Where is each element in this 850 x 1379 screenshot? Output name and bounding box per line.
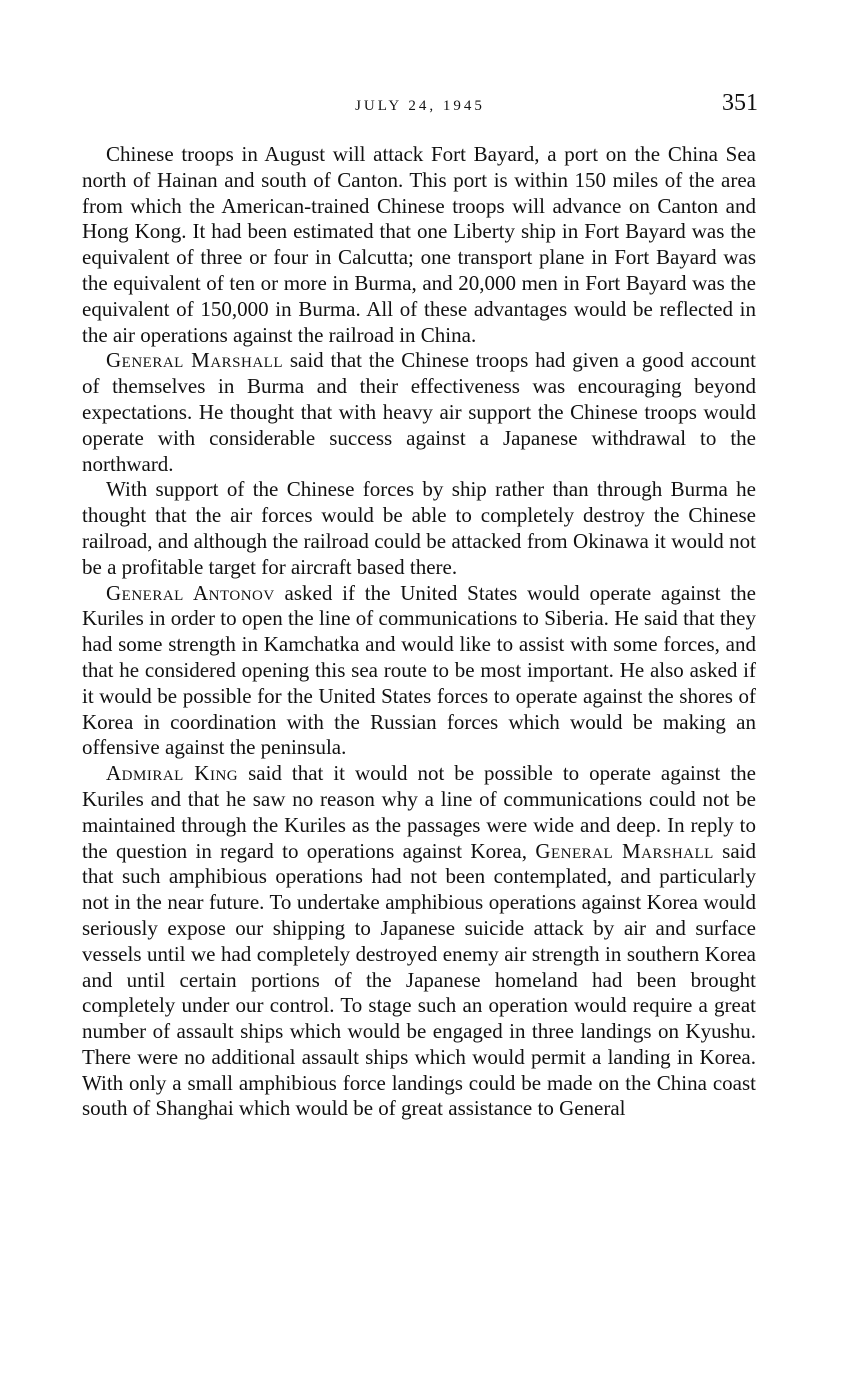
running-header xyxy=(82,90,758,124)
running-title: JULY 24, 1945 xyxy=(355,98,485,114)
page-number: 351 xyxy=(722,90,758,116)
paragraph-text: said that such amphibious operations had not been contemplated, and particularly not in the near future. To undertake amphibious operations against Korea would seriously expose our shipping to Japanese suicide attack by air and surface vessels until we had completely destroyed enemy air strength in southern Korea and until certain portions of the Japanese homeland had been brought completely under our control. To stage such an operation would require a great number of assault ships which would be engaged in three landings on Kyushu. There were no additional assault ships which would permit a landing in Korea. With only a small amphibious force landings could be made on the China coast south of Shanghai which would be of great assistance to General xyxy=(82,838,757,1121)
paragraph-text: Chinese troops in August will attack Fort Bayard, a port on the China Sea north of Hainan and south of Canton. This port is within 150 miles of the area from which the American-trained Chinese troops will advance on Canton and Hong Kong. It had been estimated that one Liberty ship in Fort Bayard was the equivalent of three or four in Calcutta; one transport plane in Fort Bayard was the equivalent of ten or more in Burma, and 20,000 men in Fort Bayard was the equivalent of 150,000 in Burma. All of these advantages would be reflected in the air operations against the railroad in China. xyxy=(82,142,756,347)
speaker-name: Admiral King xyxy=(106,761,239,786)
paragraph-text: With support of the Chinese forces by ship rather than through Burma he thought that the air forces would be able to completely destroy the Chinese railroad, and although the railroad could be attacked from Okinawa it would not be a profitable target for aircraft based there. xyxy=(82,477,756,579)
paragraph xyxy=(82,761,756,1122)
paragraph-text: asked if the United States would operate against the Kuriles in order to open the line of communications to Siberia. He said that they had some strength in Kamchatka and would like to assist with some forces, and that he considered opening this sea route to be most important. He also asked if it would be possible for the United States forces to operate against the shores of Korea in coordination with the Russian forces which would be making an offensive against the peninsula. xyxy=(82,580,757,760)
speaker-name: General Antonov xyxy=(106,580,275,605)
paragraph xyxy=(82,142,756,348)
speaker-name: General Marshall xyxy=(535,838,714,863)
body-text xyxy=(82,142,756,1122)
paragraph xyxy=(82,348,756,477)
paragraph xyxy=(82,477,756,580)
paragraph-text: said that it would not be possible to operate against the Kuriles and that he saw no reason why a line of communications could not be maintained through the Kuriles as the passages were wide and deep. In reply to the question in regard to operations against Korea, xyxy=(82,761,756,863)
speaker-name: General Marshall xyxy=(106,348,283,373)
paragraph xyxy=(82,581,756,762)
paragraph-text: said that the Chinese troops had given a good account of themselves in Burma and their effectiveness was encouraging beyond expectations. He thought that with heavy air support the Chinese troops would operate with considerable success against a Japanese withdrawal to the northward. xyxy=(82,348,756,476)
